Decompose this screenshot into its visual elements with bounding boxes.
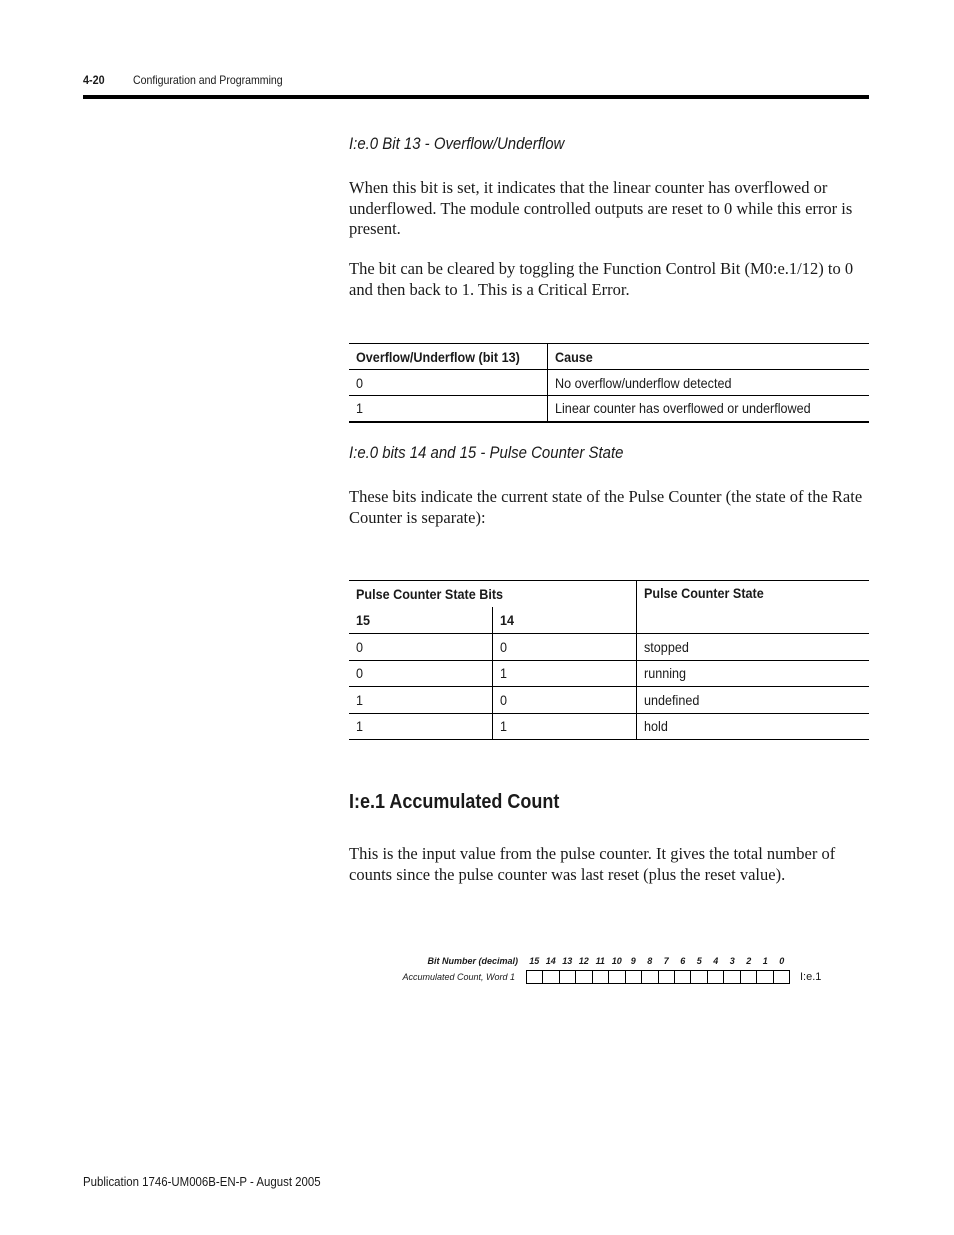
bit-label: 1 (762, 956, 768, 966)
bit-label: 8 (647, 956, 653, 966)
bit-box (576, 971, 592, 983)
table-cell (349, 634, 493, 661)
cell-value: stopped (644, 638, 689, 655)
table-header-row (349, 344, 869, 370)
cell-value: 1 (356, 400, 364, 417)
paragraph-accumulated-count: This is the input value from the pulse counter. It gives the total number of counts since the pulse counter was last reset (plus the reset value). (349, 844, 836, 884)
bit-label: 9 (630, 956, 636, 966)
bit-label: 5 (696, 956, 702, 966)
bit-box (691, 971, 707, 983)
table-cell (493, 687, 637, 714)
table-cell (349, 370, 548, 396)
table-row (349, 687, 869, 714)
cell-value: 1 (356, 691, 364, 708)
bit-label: 15 (529, 956, 540, 966)
cell-value: 0 (356, 638, 364, 655)
pulse-counter-state-table (349, 580, 869, 740)
page-footer: Publication 1746-UM006B-EN-P - August 2005 (83, 1174, 321, 1189)
column-header-label: 15 (356, 612, 371, 628)
bit-label: 2 (746, 956, 752, 966)
column-header-label: Overflow/Underflow (bit 13) (356, 348, 520, 365)
bit-boxes (526, 970, 790, 984)
cell-value: running (644, 665, 687, 682)
overflow-underflow-table (349, 343, 869, 423)
bit-box (543, 971, 559, 983)
bit-box (609, 971, 625, 983)
bit-box (741, 971, 757, 983)
bit-box (724, 971, 740, 983)
cell-value: Linear counter has overflowed or underflowed (555, 400, 811, 417)
bit-box (708, 971, 724, 983)
bit-label: 10 (611, 956, 622, 966)
cell-value: 0 (356, 665, 364, 682)
cell-value: 1 (500, 665, 508, 682)
table-cell (548, 396, 870, 422)
bit-box (560, 971, 576, 983)
column-group-header (349, 581, 637, 608)
bit-label: 11 (595, 956, 605, 966)
subhead-bit13: I:e.0 Bit 13 - Overflow/Underflow (349, 134, 565, 153)
table-cell (548, 370, 870, 396)
column-header-label: Pulse Counter State (644, 585, 764, 601)
table-cell (349, 687, 493, 714)
bit-box (675, 971, 691, 983)
column-header-label: 14 (500, 612, 515, 628)
bit-label: 6 (680, 956, 686, 966)
table-cell (637, 660, 870, 687)
paragraph-pulse-counter-state: These bits indicate the current state of the Pulse Counter (the state of the Rate Counter is separate): (349, 487, 863, 527)
bit-label: 14 (545, 956, 556, 966)
column-header-label: Cause (555, 348, 593, 365)
bit-label: 13 (562, 956, 573, 966)
table-cell (349, 660, 493, 687)
column-header (349, 607, 493, 634)
cell-value: 0 (500, 638, 508, 655)
bit-label: 4 (713, 956, 719, 966)
bit-box (659, 971, 675, 983)
column-header (349, 344, 548, 370)
page-number: 4-20 (83, 73, 105, 87)
table-row (349, 660, 869, 687)
bit-label: 7 (663, 956, 669, 966)
bit-label: 0 (779, 956, 785, 966)
bit-label: 3 (729, 956, 735, 966)
cell-value: undefined (644, 691, 700, 708)
cell-value: 1 (500, 718, 508, 735)
bit-number-labels (526, 956, 792, 968)
bit-label: 12 (578, 956, 589, 966)
bit-map-diagram (398, 955, 838, 989)
paragraph-bit13-clearing: The bit can be cleared by toggling the Function Control Bit (M0:e.1/12) to 0 and then back to 1. This is a Critical Error. (349, 259, 854, 299)
table-header-row (349, 581, 869, 608)
page-header (83, 73, 869, 89)
subhead-bits14-15: I:e.0 bits 14 and 15 - Pulse Counter State (349, 443, 624, 462)
table-cell (493, 660, 637, 687)
bit-box (774, 971, 789, 983)
bit-number-caption: Bit Number (decimal) (427, 956, 518, 966)
word-address: I:e.1 (800, 971, 822, 983)
bit-box (593, 971, 609, 983)
paragraph-bit13-description: When this bit is set, it indicates that the linear counter has overflowed or underflowed. The module controlled outputs are reset to 0 while this error is present. (349, 178, 853, 238)
table-row (349, 396, 869, 422)
column-header (637, 581, 870, 634)
table-row (349, 370, 869, 396)
header-rule (83, 95, 869, 99)
bit-box (527, 971, 543, 983)
table-cell (493, 713, 637, 740)
bit-box (626, 971, 642, 983)
cell-value: No overflow/underflow detected (555, 374, 732, 391)
table-cell (637, 713, 870, 740)
table-row (349, 634, 869, 661)
column-header (548, 344, 870, 370)
bit-box (642, 971, 658, 983)
cell-value: 0 (500, 691, 508, 708)
bit-box (757, 971, 773, 983)
section-heading-accumulated-count: I:e.1 Accumulated Count (349, 791, 560, 813)
table-cell (349, 713, 493, 740)
table-cell (493, 634, 637, 661)
cell-value: 1 (356, 718, 364, 735)
cell-value: 0 (356, 374, 364, 391)
column-header (493, 607, 637, 634)
chapter-title: Configuration and Programming (133, 73, 283, 87)
word-caption: Accumulated Count, Word 1 (402, 972, 515, 982)
column-group-header-label: Pulse Counter State Bits (356, 586, 504, 602)
table-cell (637, 687, 870, 714)
table-cell (349, 396, 548, 422)
table-row (349, 713, 869, 740)
table-cell (637, 634, 870, 661)
cell-value: hold (644, 718, 668, 735)
